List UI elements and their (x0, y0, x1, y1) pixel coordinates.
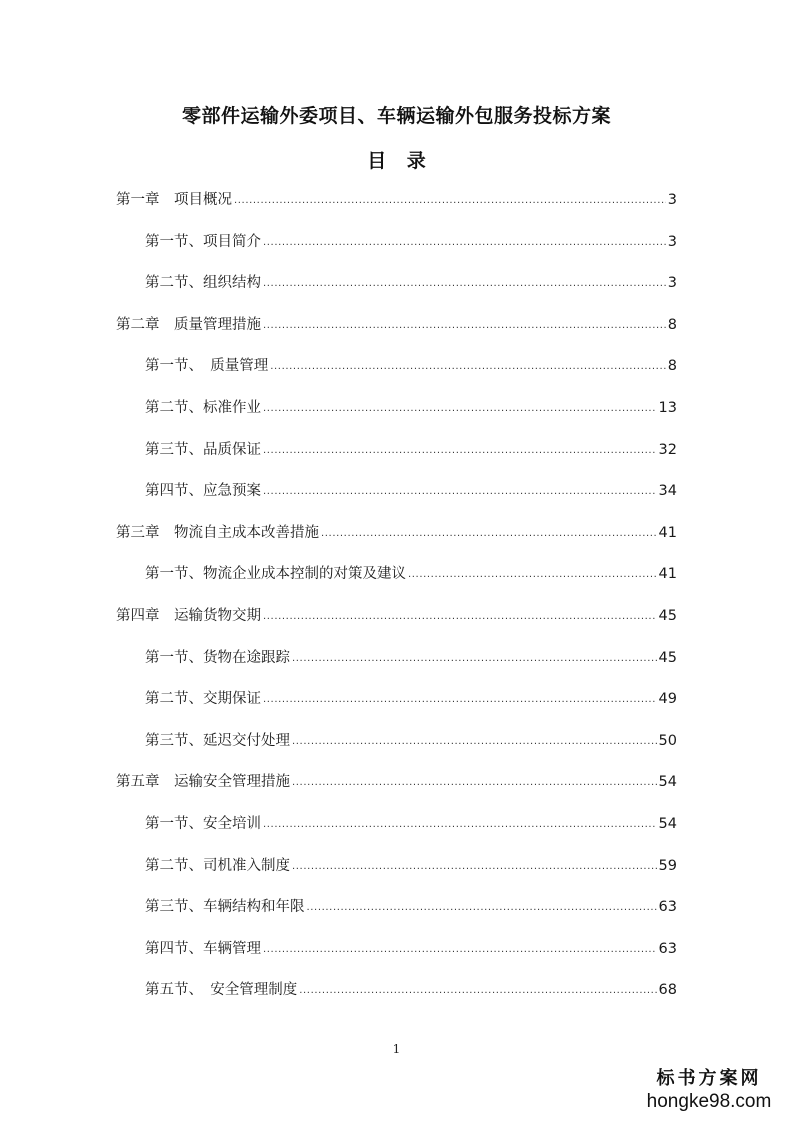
toc-dot-leader (263, 440, 657, 462)
toc-entry-page-number: 54 (658, 816, 677, 832)
toc-dot-leader (234, 190, 666, 212)
toc-entry-page-number: 45 (658, 650, 677, 666)
toc-section-entry[interactable] (145, 355, 677, 377)
toc-entry-page-number: 13 (658, 400, 677, 416)
toc-entry-label: 第三节、车辆结构和年限 (145, 899, 305, 915)
toc-entry-page-number: 49 (658, 691, 677, 707)
toc-entry-label: 第一章 项目概况 (116, 192, 232, 208)
toc-dot-leader (408, 564, 657, 586)
toc-entry-label: 第五章 运输安全管理措施 (116, 774, 290, 790)
toc-entry-label: 第二节、组织结构 (145, 275, 261, 291)
toc-entry-label: 第二章 质量管理措施 (116, 317, 261, 333)
toc-dot-leader (292, 648, 657, 670)
toc-section-entry[interactable] (145, 272, 677, 294)
watermark-url: hongke98.com (646, 1091, 772, 1112)
toc-entry-label: 第一节、 质量管理 (145, 358, 269, 374)
toc-section-entry[interactable] (145, 896, 677, 918)
toc-dot-leader (321, 523, 657, 545)
toc-entry-page-number: 32 (658, 442, 677, 458)
toc-entry-page-number: 8 (667, 317, 677, 333)
toc-dot-leader (263, 814, 657, 836)
toc-entry-page-number: 41 (658, 525, 677, 541)
toc-dot-leader (263, 939, 657, 961)
toc-section-entry[interactable] (145, 231, 677, 253)
toc-dot-leader (263, 689, 657, 711)
toc-dot-leader (263, 273, 666, 295)
toc-section-entry[interactable] (145, 397, 677, 419)
page-number: 1 (392, 1042, 401, 1056)
toc-section-entry[interactable] (145, 647, 677, 669)
toc-entry-page-number: 68 (658, 982, 677, 998)
toc-entry-page-number: 59 (658, 858, 677, 874)
toc-entry-page-number: 63 (658, 941, 677, 957)
toc-chapter-entry[interactable] (116, 771, 677, 793)
toc-entry-label: 第一节、货物在途跟踪 (145, 650, 290, 666)
watermark-site-name: 标书方案网 (656, 1068, 762, 1089)
toc-dot-leader (292, 772, 657, 794)
toc-dot-leader (263, 315, 666, 337)
toc-section-entry[interactable] (145, 730, 677, 752)
toc-chapter-entry[interactable] (116, 605, 677, 627)
toc-entry-page-number: 41 (658, 566, 677, 582)
toc-section-entry[interactable] (145, 855, 677, 877)
toc-dot-leader (299, 980, 656, 1002)
toc-entry-label: 第五节、 安全管理制度 (145, 982, 298, 998)
toc-entry-page-number: 3 (667, 234, 677, 250)
toc-section-entry[interactable] (145, 688, 677, 710)
watermark-logo (639, 1068, 779, 1114)
toc-dot-leader (292, 856, 657, 878)
toc-entry-label: 第三章 物流自主成本改善措施 (116, 525, 319, 541)
toc-dot-leader (270, 356, 666, 378)
toc-entry-page-number: 45 (658, 608, 677, 624)
toc-heading: 目 录 (367, 150, 426, 172)
toc-chapter-entry[interactable] (116, 189, 677, 211)
toc-entry-label: 第二节、交期保证 (145, 691, 261, 707)
toc-dot-leader (263, 481, 657, 503)
toc-entry-label: 第一节、安全培训 (145, 816, 261, 832)
toc-entry-label: 第二节、标准作业 (145, 400, 261, 416)
toc-dot-leader (307, 897, 657, 919)
toc-section-entry[interactable] (145, 563, 677, 585)
toc-entry-label: 第一节、项目简介 (145, 234, 261, 250)
toc-dot-leader (263, 398, 657, 420)
toc-entry-label: 第三节、品质保证 (145, 442, 261, 458)
toc-entry-page-number: 3 (667, 275, 677, 291)
toc-entry-label: 第四章 运输货物交期 (116, 608, 261, 624)
toc-entry-label: 第三节、延迟交付处理 (145, 733, 290, 749)
toc-entry-page-number: 8 (667, 358, 677, 374)
toc-chapter-entry[interactable] (116, 522, 677, 544)
toc-entry-label: 第四节、应急预案 (145, 483, 261, 499)
toc-entry-page-number: 63 (658, 899, 677, 915)
toc-section-entry[interactable] (145, 480, 677, 502)
toc-dot-leader (263, 606, 657, 628)
toc-section-entry[interactable] (145, 439, 677, 461)
toc-entry-page-number: 3 (667, 192, 677, 208)
toc-entry-label: 第一节、物流企业成本控制的对策及建议 (145, 566, 406, 582)
toc-entry-page-number: 50 (658, 733, 677, 749)
document-title: 零部件运输外委项目、车辆运输外包服务投标方案 (181, 105, 611, 127)
toc-dot-leader (263, 232, 666, 254)
toc-entry-label: 第四节、车辆管理 (145, 941, 261, 957)
toc-section-entry[interactable] (145, 938, 677, 960)
toc-dot-leader (292, 731, 657, 753)
toc-section-entry[interactable] (145, 813, 677, 835)
toc-entry-page-number: 54 (658, 774, 677, 790)
toc-chapter-entry[interactable] (116, 314, 677, 336)
toc-entry-page-number: 34 (658, 483, 677, 499)
toc-entry-label: 第二节、司机准入制度 (145, 858, 290, 874)
toc-section-entry[interactable] (145, 979, 677, 1001)
